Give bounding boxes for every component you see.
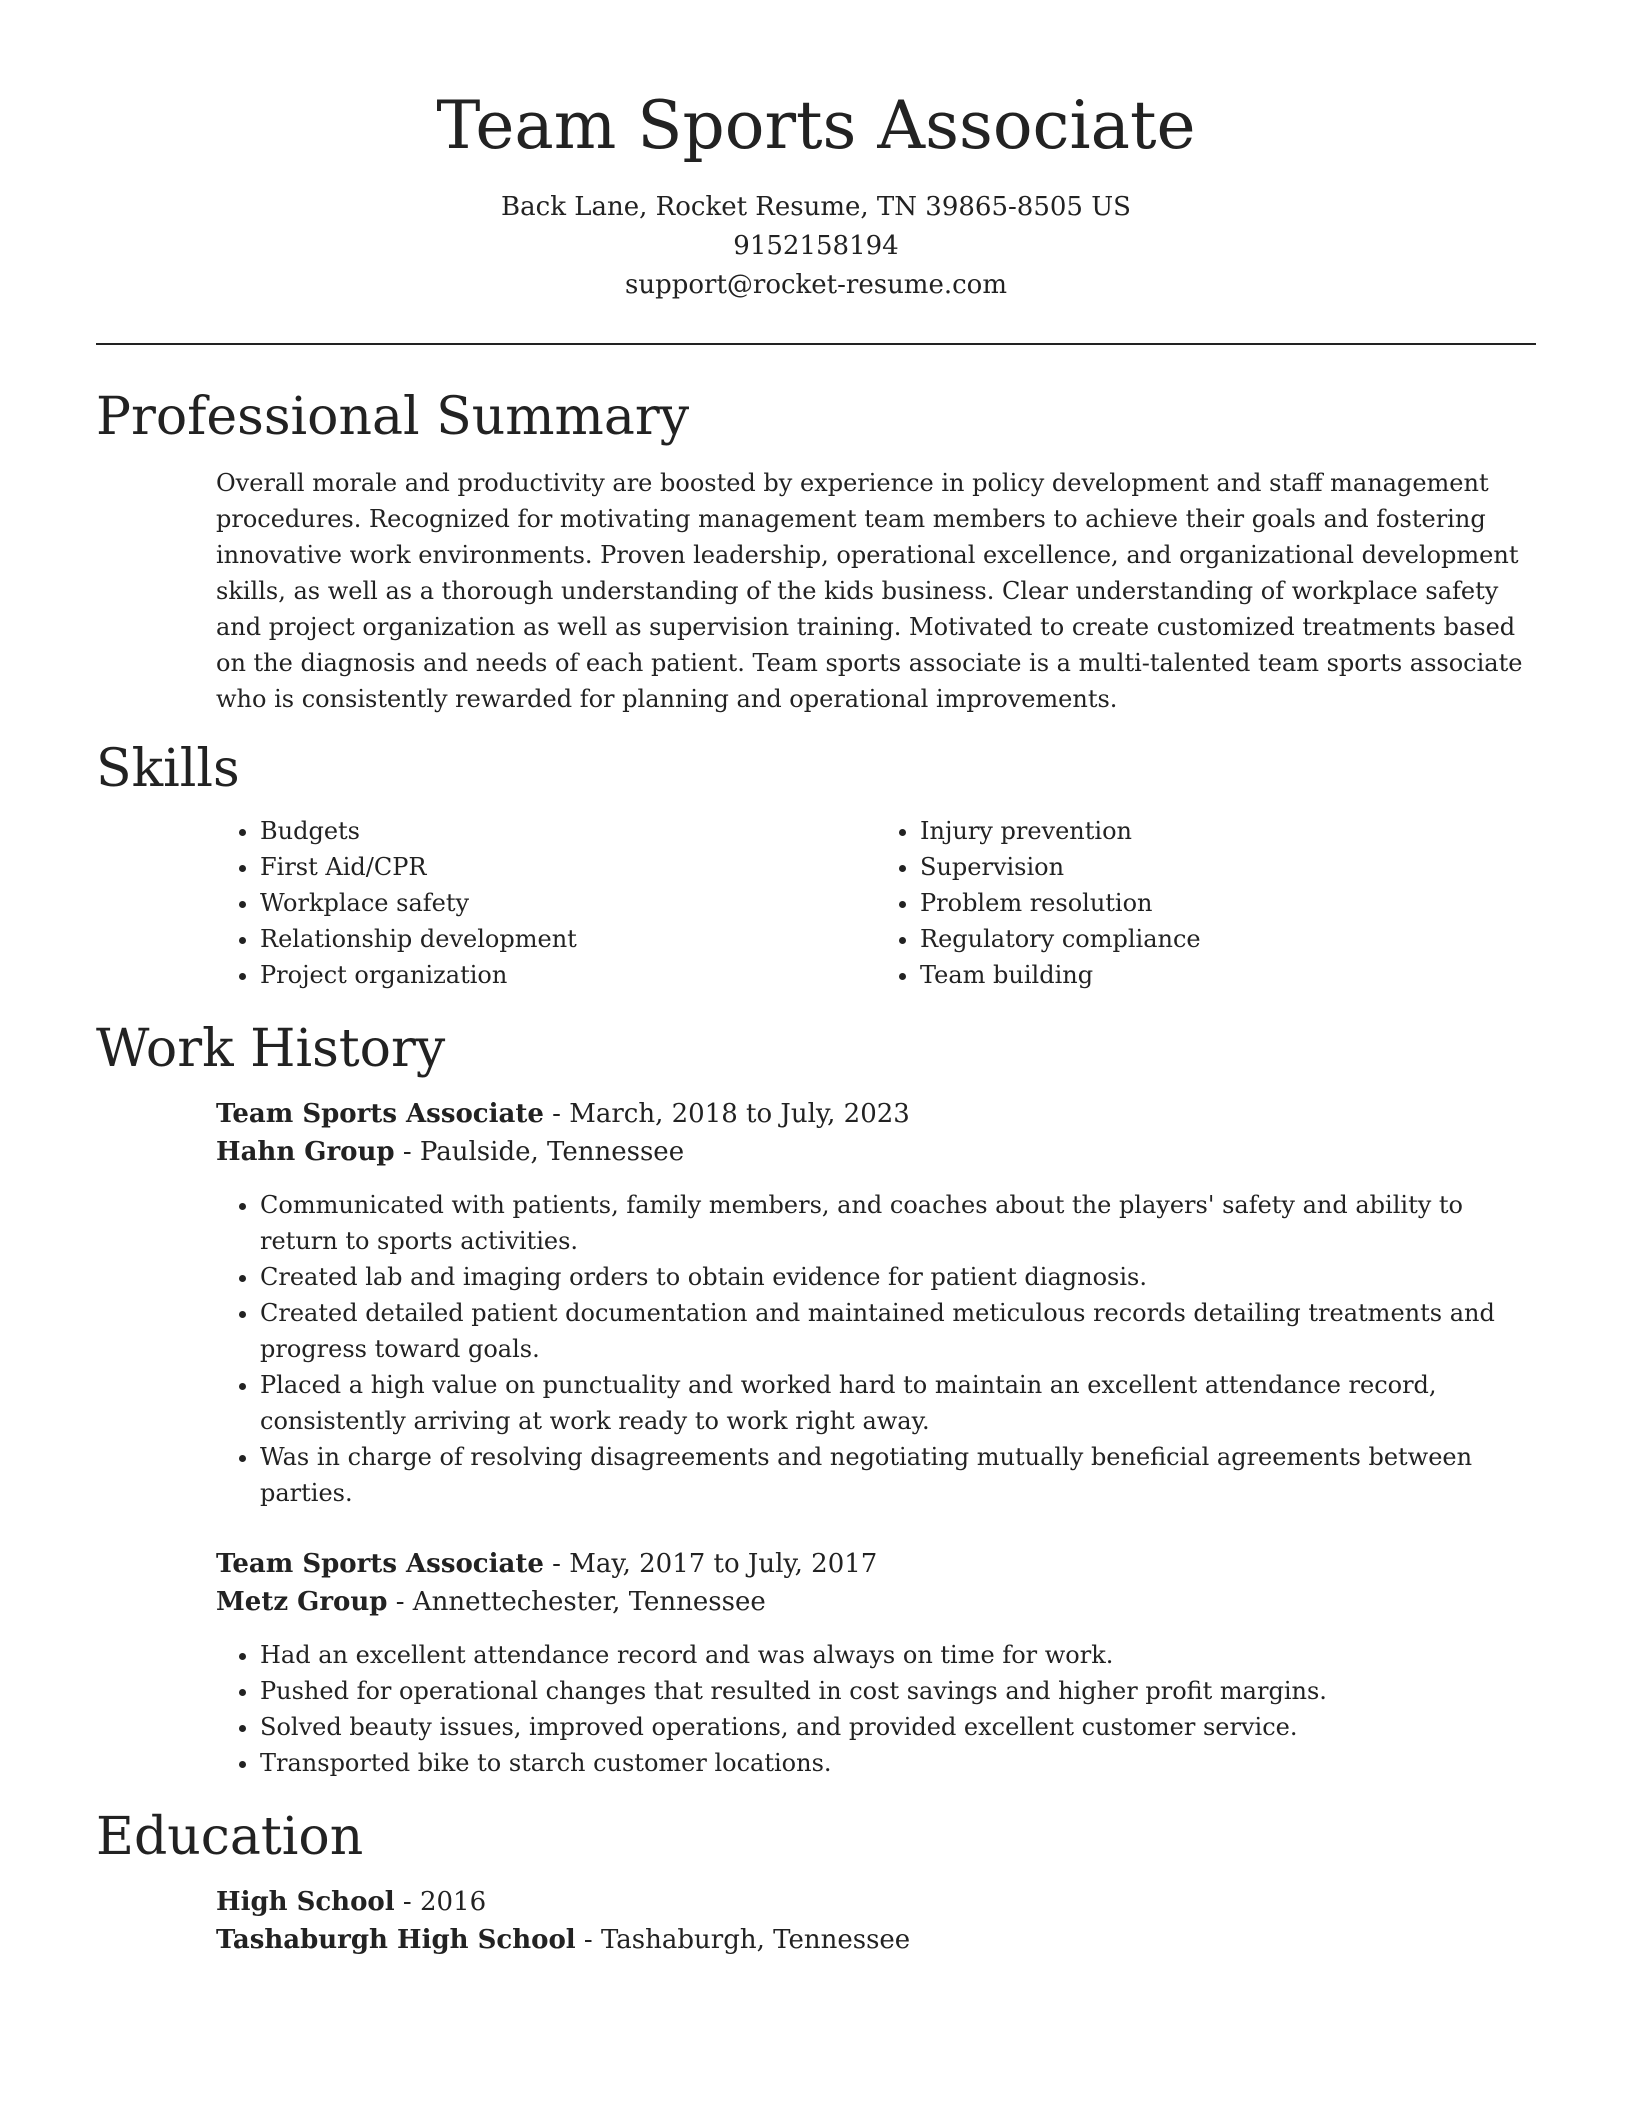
skills-right-column [876, 813, 1536, 993]
skills-left-column [216, 813, 876, 993]
job-company-line [216, 1133, 1536, 1171]
job-bullets [216, 1637, 1536, 1781]
summary-section [96, 385, 1536, 717]
education-degree-line [216, 1883, 1536, 1921]
job-bullet: • Placed a high value on punctuality and worked hard to maintain an excellent attendance record, consistently arriving at work ready to work right away. [260, 1367, 1536, 1439]
resume-header [96, 0, 1536, 305]
job-bullet: • Pushed for operational changes that resulted in cost savings and higher profit margins. [260, 1673, 1536, 1709]
education-location: - Tashaburgh, Tennessee [575, 1925, 911, 1955]
job-bullet: • Had an excellent attendance record and was always on time for work. [260, 1637, 1536, 1673]
job-location: - Paulside, Tennessee [394, 1137, 685, 1167]
job-bullets [216, 1187, 1536, 1511]
job-bullet: • Communicated with patients, family members, and coaches about the players' safety and ability to return to sports activities. [260, 1187, 1536, 1259]
education-degree: High School [216, 1887, 395, 1917]
job-entry [216, 1095, 1536, 1511]
header-divider [96, 343, 1536, 345]
education-heading: Education [96, 1807, 364, 1867]
summary-text: Overall morale and productivity are boosted by experience in policy development and staff management procedures. Recognized for motivating management team members to achieve their goals and fostering innovative work environments. Proven leadership, operational excellence, and organizational development skills, as well as a thorough understanding of the kids business. Clear understanding of workplace safety and project organization as well as supervision training. Motivated to create customized treatments based on the diagnosis and needs of each patient. Team sports associate is a multi-talented team sports associate who is consistently rewarded for planning and operational improvements. [216, 469, 1523, 713]
job-bullet: • Created detailed patient documentation and maintained meticulous records detailing treatments and progress toward goals. [260, 1295, 1536, 1367]
skill-item: • Team building [920, 957, 1536, 993]
job-bullet: • Created lab and imaging orders to obtain evidence for patient diagnosis. [260, 1259, 1536, 1295]
job-role: Team Sports Associate [216, 1099, 544, 1129]
job-company-line [216, 1583, 1536, 1621]
skill-item: • Regulatory compliance [920, 921, 1536, 957]
summary-heading: Professional Summary [96, 387, 690, 447]
candidate-name: Team Sports Associate [436, 87, 1196, 164]
skills-grid [216, 813, 1536, 993]
job-dates: - March, 2018 to July, 2023 [543, 1099, 910, 1129]
job-bullet: • Was in charge of resolving disagreements and negotiating mutually beneficial agreements between parties. [260, 1439, 1536, 1511]
email-address: support@rocket-resume.com [624, 270, 1007, 300]
work-history-heading: Work History [96, 1019, 446, 1079]
job-company: Hahn Group [216, 1137, 395, 1167]
work-history-section [96, 1017, 1536, 1781]
skill-item: • Problem resolution [920, 885, 1536, 921]
skill-item: • Injury prevention [920, 813, 1536, 849]
job-entry [216, 1545, 1536, 1781]
skills-heading: Skills [96, 739, 240, 799]
education-school: Tashaburgh High School [216, 1925, 576, 1955]
job-dates: - May, 2017 to July, 2017 [543, 1549, 878, 1579]
skill-item: • Supervision [920, 849, 1536, 885]
job-company: Metz Group [216, 1587, 388, 1617]
education-year: - 2016 [394, 1887, 487, 1917]
education-entry [216, 1883, 1536, 1959]
education-section [96, 1805, 1536, 1959]
skill-item: • First Aid/CPR [260, 849, 876, 885]
job-bullet: • Solved beauty issues, improved operations, and provided excellent customer service. [260, 1709, 1536, 1745]
education-school-line [216, 1921, 1536, 1959]
job-title-line [216, 1545, 1536, 1583]
skill-item: • Budgets [260, 813, 876, 849]
skills-section [96, 737, 1536, 993]
skill-item: • Relationship development [260, 921, 876, 957]
address: Back Lane, Rocket Resume, TN 39865-8505 US [501, 192, 1131, 222]
phone-number: 9152158194 [733, 231, 899, 261]
job-title-line [216, 1095, 1536, 1133]
skill-item: • Workplace safety [260, 885, 876, 921]
contact-info [96, 188, 1536, 305]
job-location: - Annettechester, Tennessee [387, 1587, 766, 1617]
skill-item: • Project organization [260, 957, 876, 993]
job-role: Team Sports Associate [216, 1549, 544, 1579]
job-bullet: • Transported bike to starch customer locations. [260, 1745, 1536, 1781]
